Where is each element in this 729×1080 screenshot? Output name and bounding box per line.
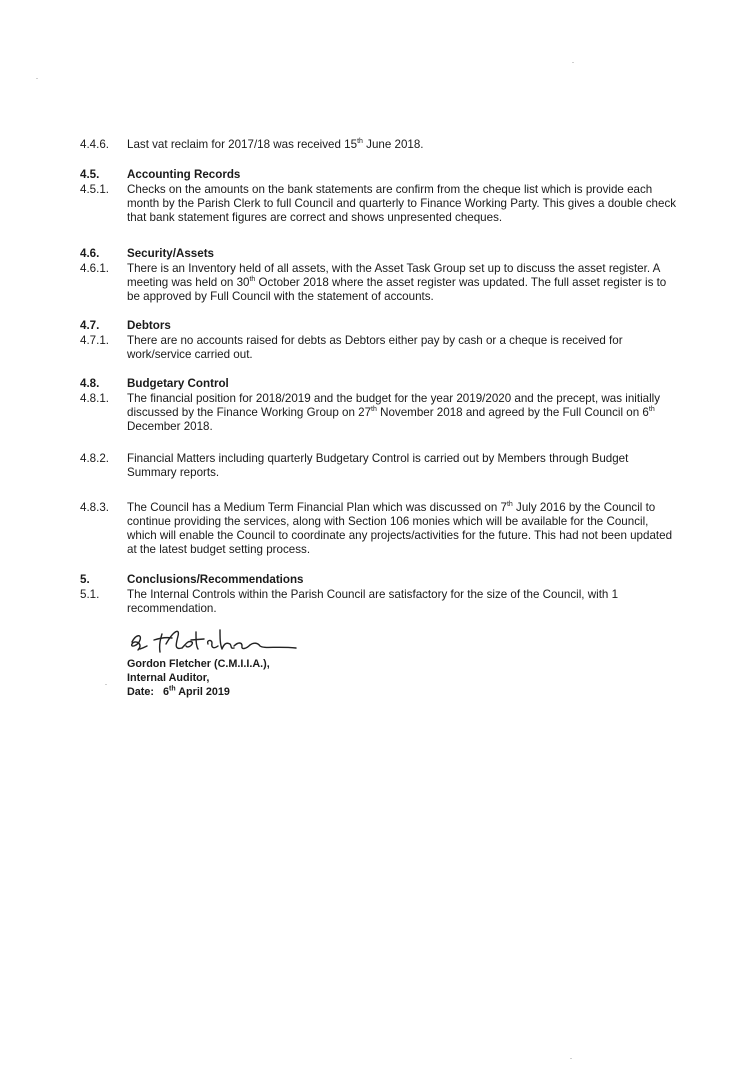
section-text: Financial Matters including quarterly Budgetary Control is carried out by Members through Budget Summary reports. <box>127 452 629 479</box>
section-number: 4.6.1. <box>80 262 110 275</box>
section-heading: Security/Assets <box>127 247 214 260</box>
section-heading: Debtors <box>127 319 171 332</box>
signoff-date: Date: 6th April 2019 <box>127 685 230 698</box>
auditor-signoff <box>127 657 270 699</box>
section-number: 4.6. <box>80 247 100 260</box>
section-number: 4.7. <box>80 319 100 332</box>
scan-speck <box>570 1058 572 1059</box>
section-number: 5. <box>80 573 90 586</box>
section-number: 4.8.2. <box>80 452 110 465</box>
section-number: 4.5. <box>80 168 100 181</box>
section-heading: Accounting Records <box>127 168 241 181</box>
section-number: 4.4.6. <box>80 138 110 151</box>
scan-speck <box>36 78 38 79</box>
auditor-name: Gordon Fletcher (C.M.I.I.A.), <box>127 658 270 670</box>
handwritten-signature <box>126 622 306 656</box>
section-text: Checks on the amounts on the bank statements are confirm from the cheque list which is provide each month by the Parish Clerk to full Council and quarterly to Finance Working Party. This gives a double check that bank statement figures are correct and shows unpresented cheques. <box>127 183 677 224</box>
section-number: 4.7.1. <box>80 334 110 347</box>
section-number: 4.8.1. <box>80 392 110 405</box>
section-text: The Internal Controls within the Parish Council are satisfactory for the size of the Council, with 1 recommendation. <box>127 588 619 615</box>
auditor-role: Internal Auditor, <box>127 672 210 684</box>
section-number: 4.5.1. <box>80 183 110 196</box>
scan-speck <box>105 684 107 685</box>
section-heading: Budgetary Control <box>127 377 229 390</box>
section-number: 5.1. <box>80 588 100 601</box>
section-heading: Conclusions/Recommendations <box>127 573 304 586</box>
section-number: 4.8. <box>80 377 100 390</box>
scan-speck <box>572 62 574 63</box>
section-number: 4.8.3. <box>80 501 110 514</box>
section-text: The financial position for 2018/2019 and the budget for the year 2019/2020 and the precept, was initially discussed by the Finance Working Group on 27th November 2018 and agreed by the Full Council on 6th December 2018. <box>127 392 661 433</box>
date-label: Date: <box>127 686 154 698</box>
section-text: There is an Inventory held of all assets, with the Asset Task Group set up to discuss the asset register. A meeting was held on 30th October 2018 where the asset register was updated. The full asset register is to be approved by Full Council with the statement of accounts. <box>127 262 667 303</box>
section-text: The Council has a Medium Term Financial Plan which was discussed on 7th July 2016 by the Council to continue providing the services, along with Section 106 monies which will be available for the Council, which will enable the Council to coordinate any projects/activities for the future. This had not been updated at the latest budget setting process. <box>127 501 673 556</box>
section-text: There are no accounts raised for debts as Debtors either pay by cash or a cheque is received for work/service carried out. <box>127 334 623 361</box>
section-text: Last vat reclaim for 2017/18 was received 15th June 2018. <box>127 138 424 151</box>
